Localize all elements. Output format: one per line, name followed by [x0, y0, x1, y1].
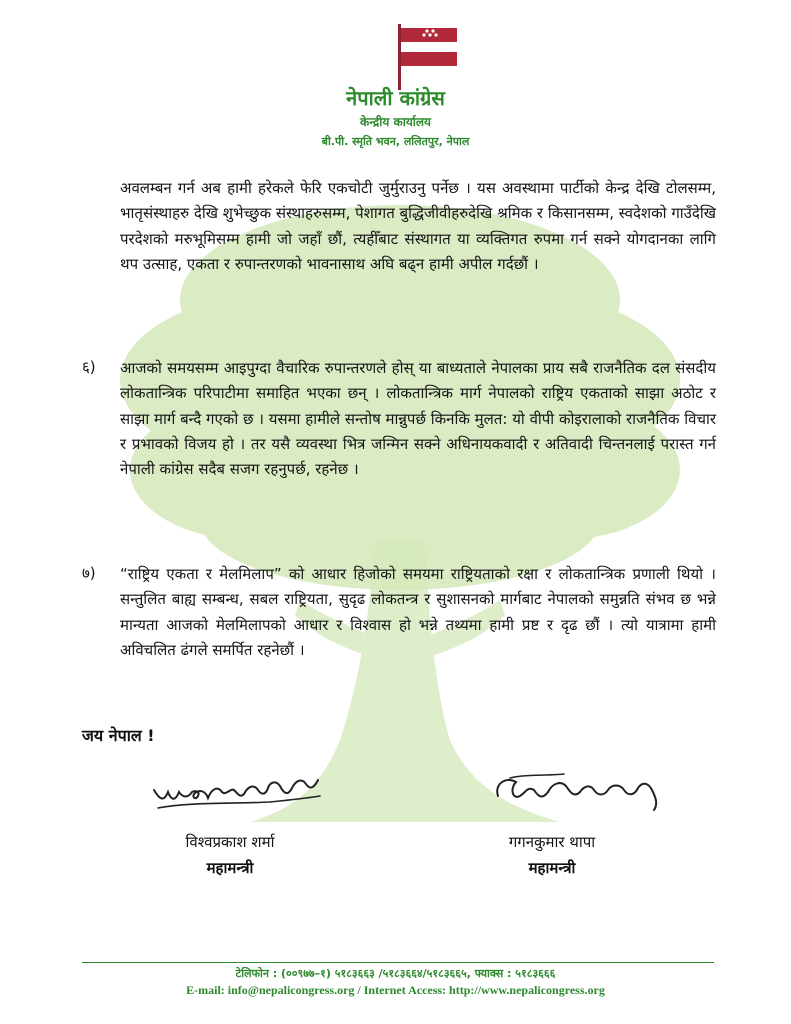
- point-7-number: ७): [82, 564, 96, 582]
- footer-contact[interactable]: E-mail: info@nepalicongress.org / Internet Access: http://www.nepalicongress.org: [186, 983, 605, 997]
- point-7-paragraph: “राष्ट्रिय एकता र मेलमिलाप” को आधार हिजोको समयमा राष्ट्रियताको रक्षा र लोकतान्त्रिक प्रणाली थियो । सन्तुलित बाह्य सम्बन्ध, सबल राष्ट्रियता, सुदृढ लोकतन्त्र र सुशासनको मार्गबाट नेपालको समुन्नति संभव छ भन्ने मान्यता आजको मेलमिलापको आधार र विश्वास हो भन्ने तथ्यमा हामी प्रष्ट र दृढ छौं । त्यो यात्रामा हामी अविचलित ढंगले समर्पित रहनेछौं ।: [120, 565, 716, 659]
- signatory-2-title: महामन्त्री: [528, 859, 576, 877]
- intro-paragraph: अवलम्बन गर्न अब हामी हरेकले फेरि एकचोटी जुर्मुराउनु पर्नेछ । यस अवस्थामा पार्टीको केन्द्र देखि टोलसम्म, भातृसंस्थाहरु देखि शुभेच्छुक संस्थाहरुसम्म, पेशागत बुद्धिजीवीहरुदेखि श्रमिक र किसानसम्म, स्वदेशको गाउँदेखि परदेशको मरुभूमिसम्म हामी जो जहाँ छौं, त्यहीँबाट संस्थागत या व्यक्तिगत रुपमा गर्न सक्ने योगदानका लागि थप उत्साह, एकता र रुपान्तरणको भावनासाथ अघि बढ्न हामी अपील गर्दछौं ।: [120, 179, 716, 273]
- office-name: केन्द्रीय कार्यालय: [359, 115, 432, 129]
- point-6-number: ६): [82, 358, 96, 376]
- footer-phone: टेलिफोन : (००९७७–१) ५१८३६६३ /५१८३६६४/५१८३६६५, फ्याक्स : ५१८३६६६: [235, 967, 556, 980]
- signatory-1-title: महामन्त्री: [206, 859, 254, 877]
- signatory-1-name: विश्वप्रकाश शर्मा: [185, 833, 275, 851]
- signatory-2-name: गगनकुमार थापा: [508, 833, 596, 851]
- office-address: बी.पी. स्मृति भवन, ललितपुर, नेपाल: [321, 135, 470, 148]
- footer-divider: [82, 962, 714, 963]
- org-name: नेपाली कांग्रेस: [346, 86, 445, 110]
- closing-slogan: जय नेपाल !: [82, 726, 155, 745]
- point-6-paragraph: आजको समयसम्म आइपुग्दा वैचारिक रुपान्तरणले होस् या बाध्यताले नेपालका प्राय सबै राजनैतिक दल संसदीय लोकतान्त्रिक परिपाटीमा समाहित भएका छन् । लोकतान्त्रिक मार्ग नेपालको राष्ट्रिय एकताको साझा अठोट र साझा मार्ग बन्दै गएको छ । यसमा हामीले सन्तोष मान्नुपर्छ किनकि मुलत: यो वीपी कोइरालाको राजनैतिक विचार र प्रभावको विजय हो । तर यसै व्यवस्था भित्र जन्मिन सक्ने अधिनायकवादी र अतिवादी चिन्तनलाई परास्त गर्न नेपाली कांग्रेस सदैब सजग रहनुपर्छ, रहनेछ ।: [120, 359, 716, 479]
- signature-2: [486, 766, 666, 822]
- signature-1: [150, 768, 325, 818]
- party-flag-logo: [392, 22, 462, 92]
